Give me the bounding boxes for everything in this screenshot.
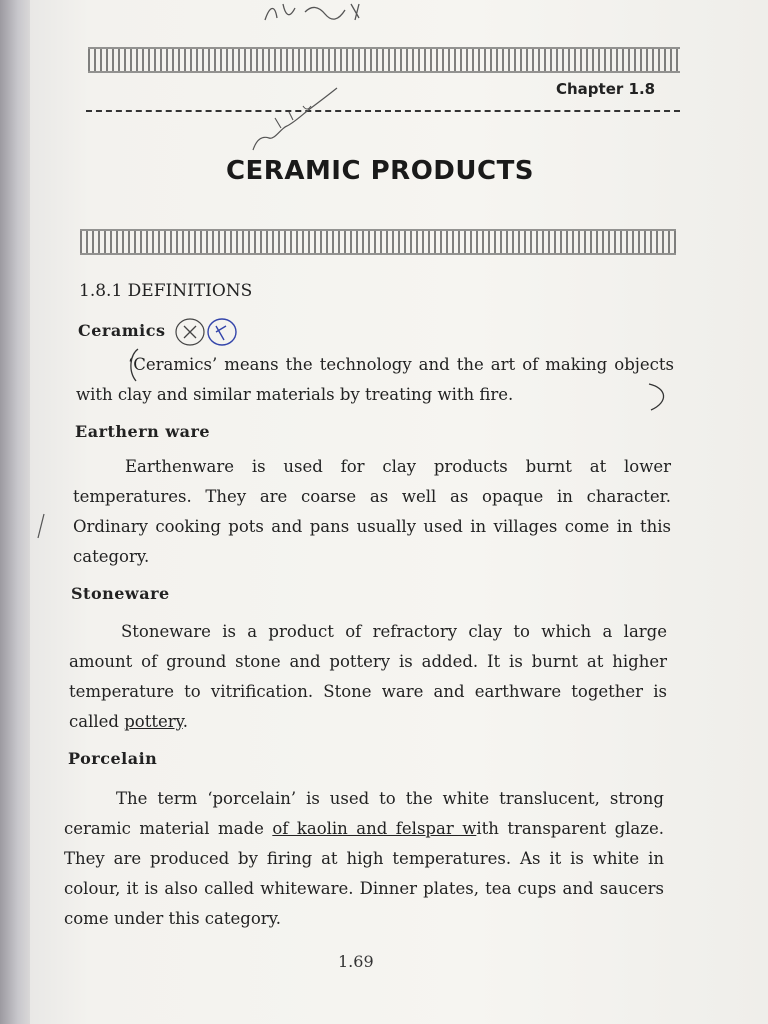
pen-scribble-margin-note [245, 78, 355, 158]
porcelain-underlined-phrase: of kaolin and felspar w [272, 819, 477, 838]
stoneware-text: Stoneware is a product of refractory clay to which a large amount of ground stone and pottery is added. It is burnt at higher temperature to vitrification. Stone ware and earthware together is called [69, 622, 667, 731]
ceramics-definition-text: ‘Ceramics’ means the technology and the art of making objects with clay and similar materials by treating with fire. [76, 355, 674, 404]
top-ornament-border [88, 47, 680, 73]
earthenware-heading: Earthern ware [75, 422, 211, 441]
porcelain-text: The term ‘porcelain’ is used to the white translucent, strong ceramic material made [64, 789, 664, 838]
pen-circled-marks [170, 312, 260, 352]
pen-bracket-left [122, 345, 142, 385]
porcelain-text-end: ith transparent glaze. They are produced by firing at high temperatures. As it is white in colour, it is also called whiteware. Dinner plates, tea cups and saucers come under this category. [64, 819, 664, 928]
chapter-dash-rule [86, 110, 680, 112]
stoneware-heading: Stoneware [71, 584, 170, 603]
porcelain-heading: Porcelain [68, 749, 158, 768]
page-number: 1.69 [338, 952, 374, 971]
ceramics-heading: Ceramics [78, 321, 166, 340]
earthenware-definition: Earthenware is used for clay products burnt at lower temperatures. They are coarse as well as opaque in character. Ordinary cooking pots and pans usually used in villages come in this category. [73, 457, 671, 566]
stoneware-underlined-term: pottery [124, 712, 183, 731]
pen-margin-tick [34, 512, 50, 542]
porcelain-definition [64, 784, 664, 934]
bottom-ornament-border [80, 229, 676, 255]
stoneware-definition [69, 617, 667, 737]
page-title: CERAMIC PRODUCTS [225, 156, 535, 186]
section-heading: 1.8.1 DEFINITIONS [79, 281, 253, 301]
stoneware-text-end: . [182, 712, 189, 731]
chapter-label: Chapter 1.8 [556, 80, 656, 98]
pen-scribble-top [255, 0, 395, 50]
pen-bracket-right [645, 380, 673, 414]
ceramics-definition [76, 350, 674, 410]
